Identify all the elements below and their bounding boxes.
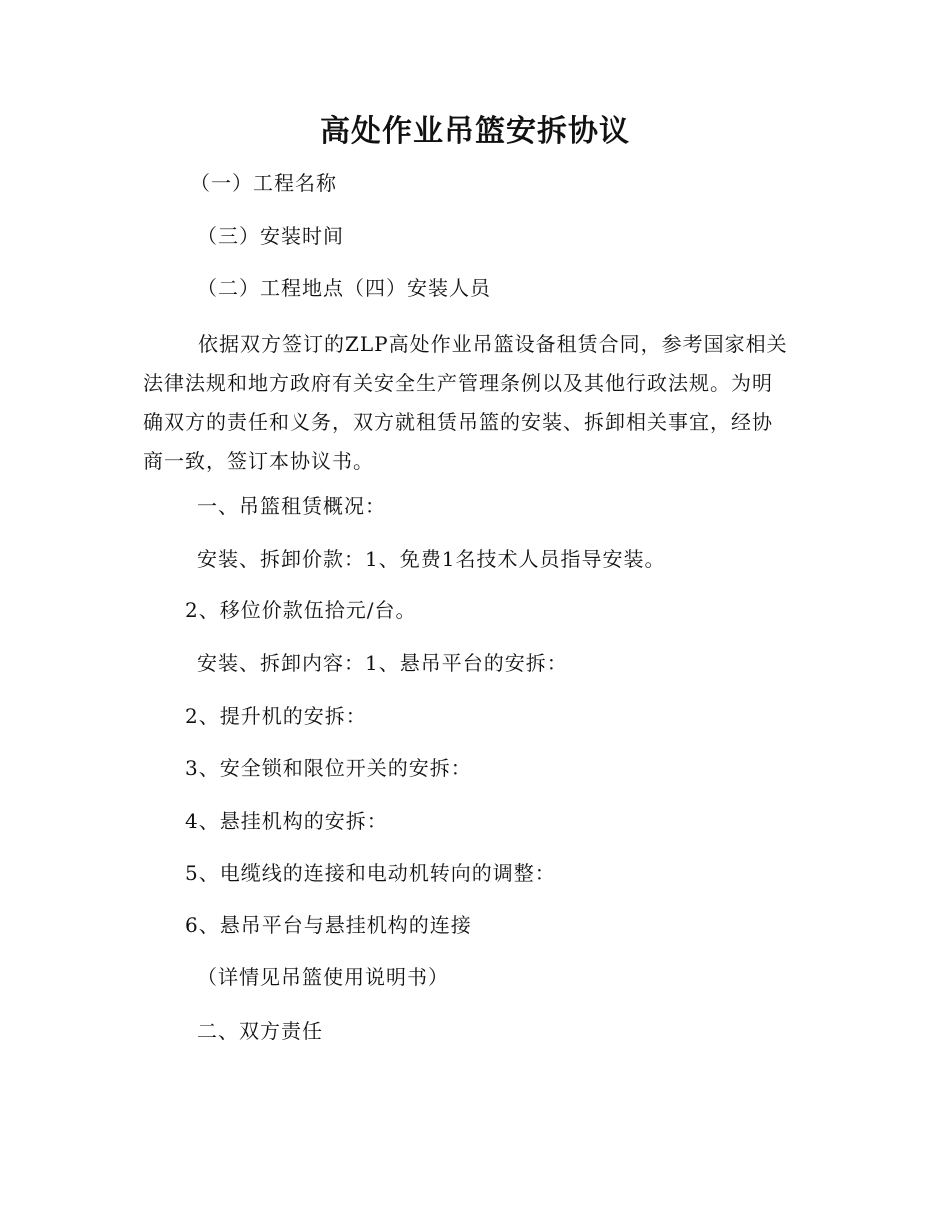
manual-note: （详情见吊篮使用说明书）	[197, 965, 449, 989]
intro-paragraph	[143, 325, 808, 481]
content-item: 2、提升机的安拆：	[185, 704, 367, 728]
project-name-item: （一）工程名称	[190, 171, 337, 195]
intro-line: 商一致，签订本协议书。	[143, 449, 374, 473]
section2-heading: 二、双方责任	[197, 1019, 323, 1043]
price-line: 安装、拆卸价款：1、免费1名技术人员指导安装。	[197, 547, 666, 571]
content-item: 6、悬吊平台与悬挂机构的连接	[185, 913, 472, 937]
content-item: 4、悬挂机构的安拆：	[185, 809, 388, 833]
intro-line: 法律法规和地方政府有关安全生产管理条例以及其他行政法规。为明	[143, 371, 773, 395]
content-item: 5、电缆线的连接和电动机转向的调整：	[185, 861, 556, 885]
intro-line: 依据双方签订的ZLP高处作业吊篮设备租赁合同，参考国家相关	[198, 332, 788, 356]
move-price-line: 2、移位价款伍拾元/台。	[185, 598, 417, 622]
document-title: 高处作业吊篮安拆协议	[320, 114, 630, 149]
content-item: 3、安全锁和限位开关的安拆：	[185, 756, 472, 780]
section1-heading: 一、吊篮租赁概况：	[197, 494, 386, 518]
content-line: 安装、拆卸内容：1、悬吊平台的安拆：	[197, 651, 568, 675]
project-location-item: （二）工程地点（四）安装人员	[197, 276, 491, 300]
install-time-item: （三）安装时间	[197, 224, 344, 248]
intro-line: 确双方的责任和义务，双方就租赁吊篮的安装、拆卸相关事宜，经协	[143, 410, 773, 434]
